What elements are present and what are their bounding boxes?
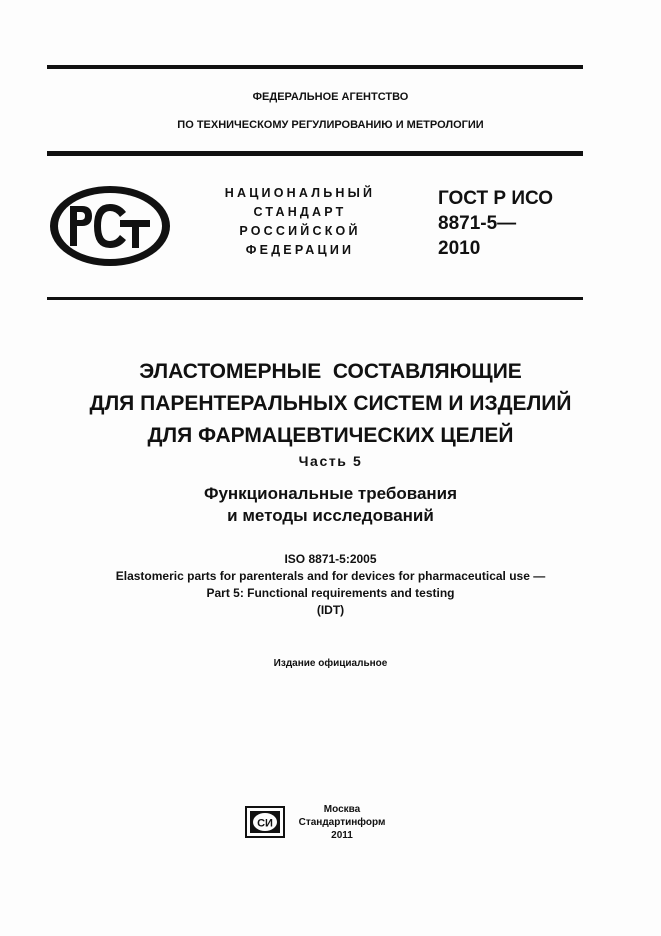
edition-label: Издание официальное: [273, 658, 388, 669]
designation-line: ГОСТ Р ИСО: [438, 188, 554, 209]
standartinform-logo-icon: [245, 806, 285, 838]
title-line: ЭЛАСТОМЕРНЫЕ СОСТАВЛЯЮЩИЕ: [139, 360, 522, 383]
iso-reference-line: (IDT): [316, 603, 345, 617]
national-standard-line: НАЦИОНАЛЬНЫЙ: [224, 186, 376, 200]
iso-reference-line: Part 5: Functional requirements and testing: [206, 586, 455, 600]
agency-line-1: ФЕДЕРАЛЬНОЕ АГЕНТСТВО: [252, 91, 409, 103]
title-line: ДЛЯ ПАРЕНТЕРАЛЬНЫХ СИСТЕМ И ИЗДЕЛИЙ: [89, 392, 572, 415]
iso-reference-line: ISO 8871-5:2005: [284, 552, 377, 566]
publisher-name: Стандартинформ: [298, 817, 386, 828]
rst-logo-icon: [48, 184, 172, 268]
publisher-logo-text: СИ: [257, 817, 273, 830]
top-rule: [47, 65, 583, 69]
standard-designation: [438, 186, 553, 261]
agency-line-2: ПО ТЕХНИЧЕСКОМУ РЕГУЛИРОВАНИЮ И МЕТРОЛОГИИ: [177, 119, 484, 131]
subtitle-line: и методы исследований: [227, 506, 434, 525]
header-rule: [47, 151, 583, 156]
national-standard-line: СТАНДАРТ: [253, 205, 347, 219]
title-line: ДЛЯ ФАРМАЦЕВТИЧЕСКИХ ЦЕЛЕЙ: [147, 424, 514, 447]
publisher-city: Москва: [323, 804, 361, 815]
part-number: Часть 5: [298, 453, 363, 469]
national-standard-line: РОССИЙСКОЙ: [239, 224, 361, 238]
iso-reference-line: Elastomeric parts for parenterals and for devices for pharmaceutical use —: [115, 569, 546, 583]
standard-block-rule: [47, 297, 583, 300]
publisher-year: 2011: [331, 830, 353, 841]
subtitle-line: Функциональные требования: [203, 484, 458, 503]
designation-line: 8871-5—: [438, 213, 517, 234]
designation-line: 2010: [438, 238, 481, 259]
national-standard-line: ФЕДЕРАЦИИ: [245, 243, 355, 257]
